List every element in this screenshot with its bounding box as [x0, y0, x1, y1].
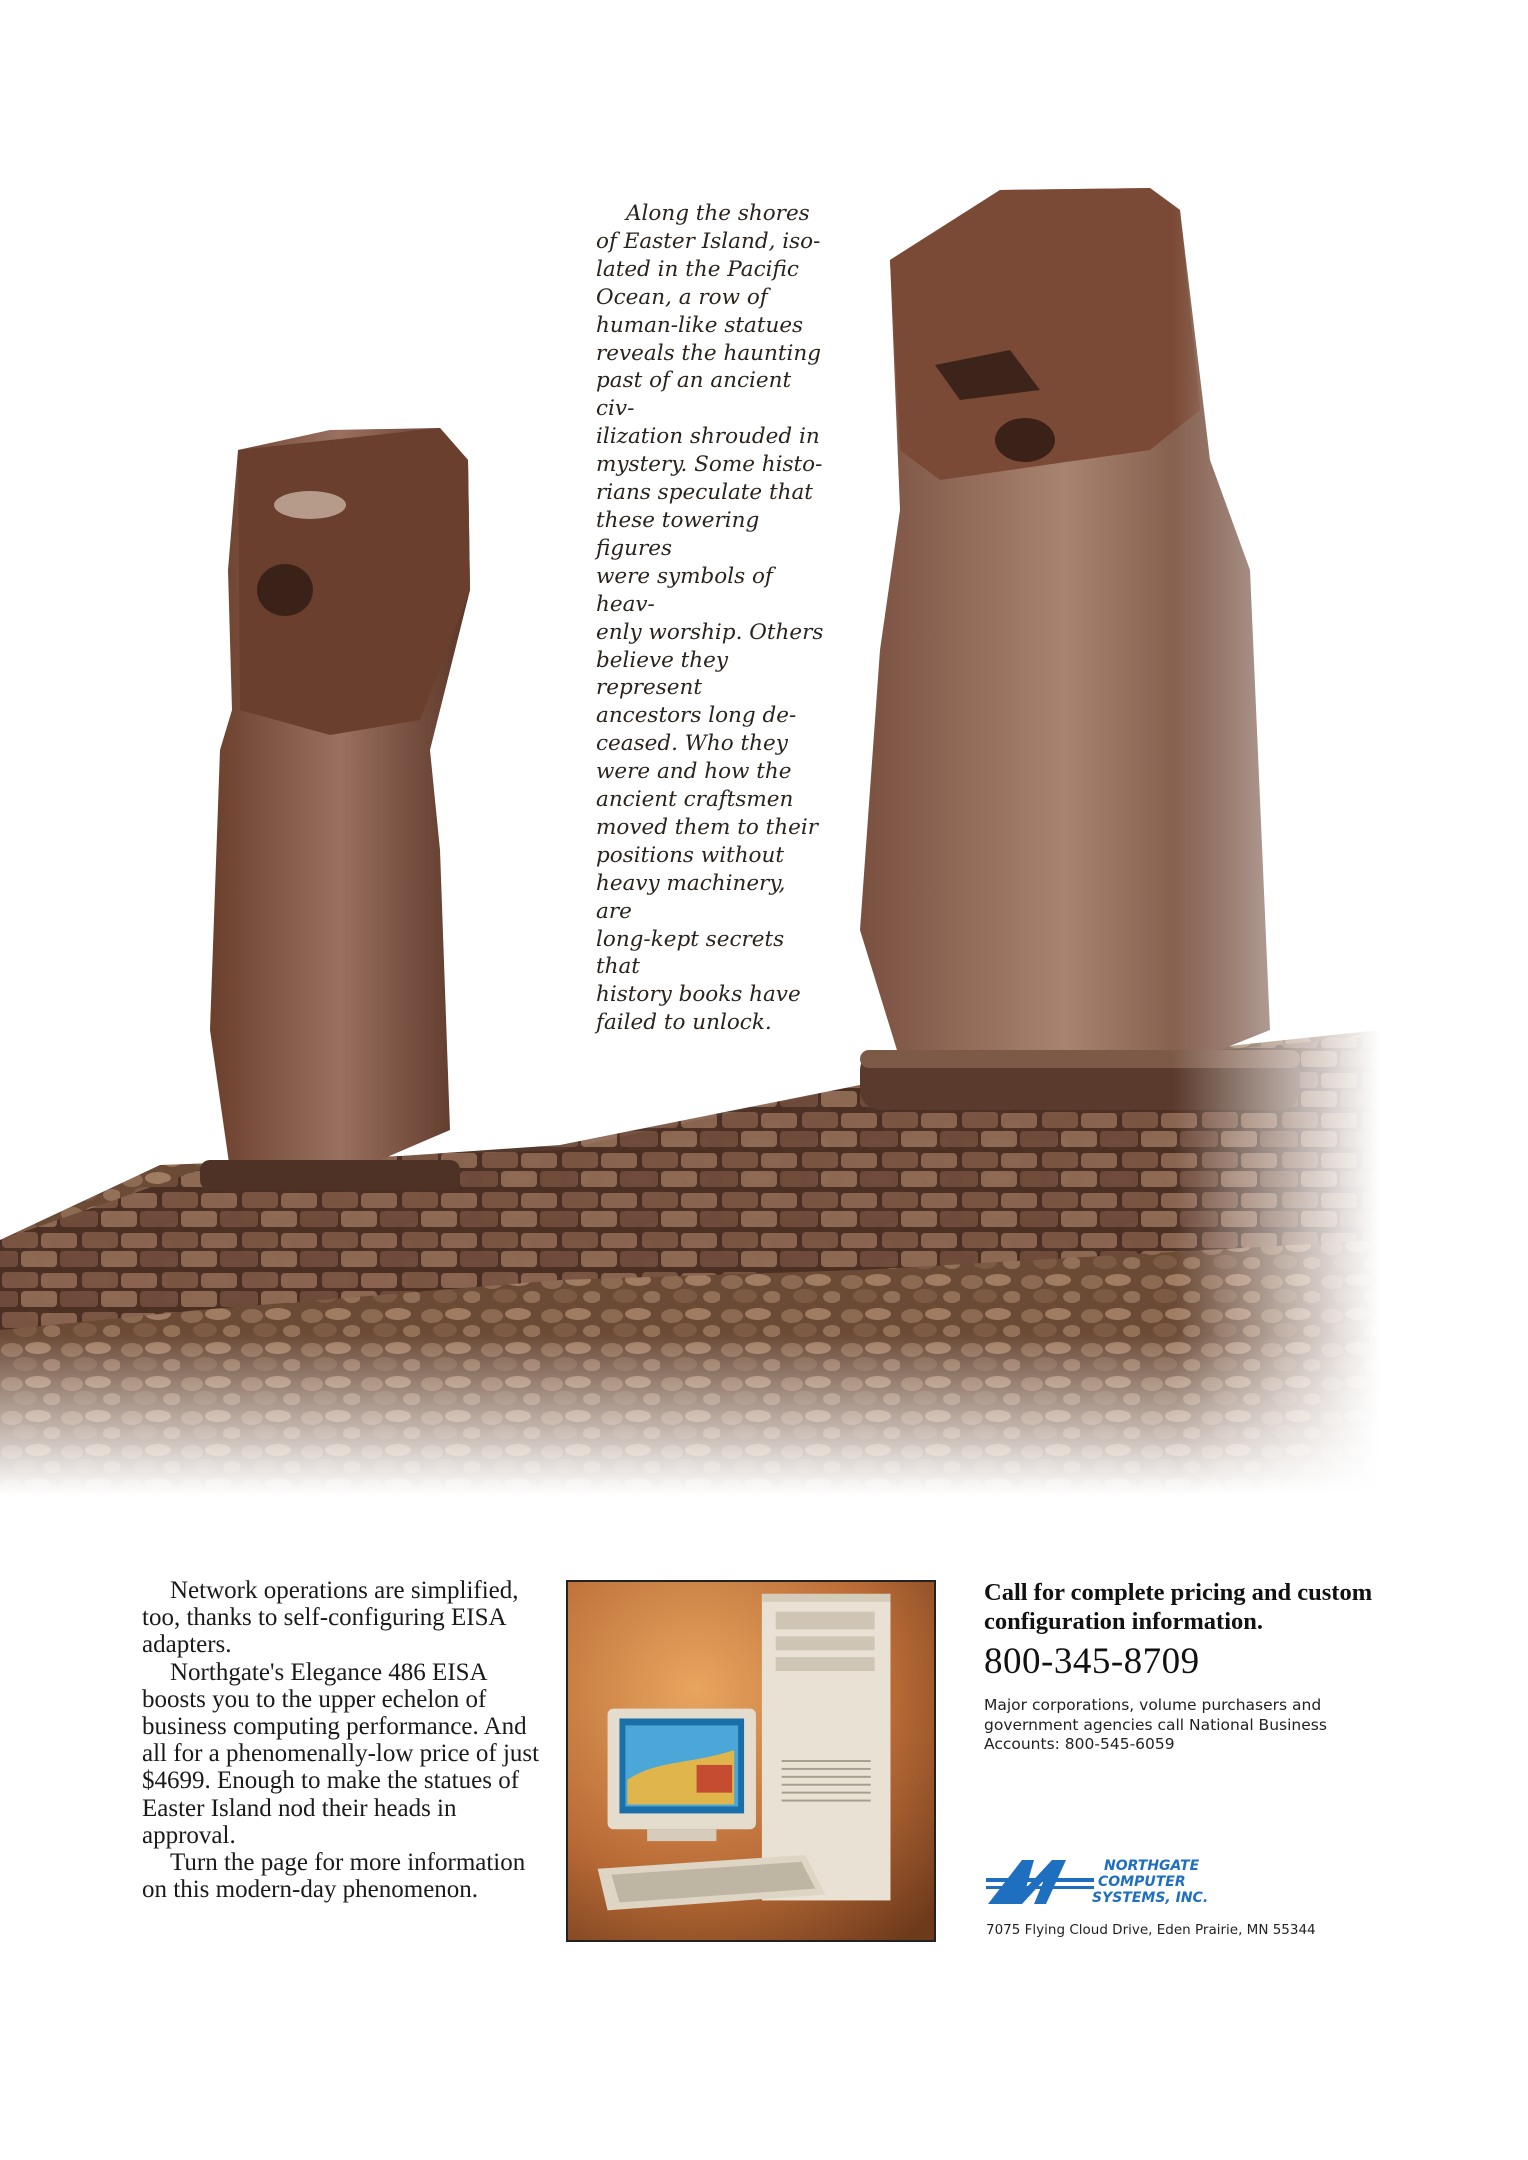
- body-paragraph: Network operations are simplified, too, thanks to self-configuring EISA adapters.: [142, 1577, 519, 1659]
- body-paragraph: Northgate's Elegance 486 EISA boosts you to the upper echelon of business computing performance. And all for a phenomenally-low price of just $4699. Enough to make the statues of Easter Island nod their heads in approval.: [142, 1658, 540, 1849]
- caption-line: human-like statues: [596, 312, 804, 338]
- caption-line: ilization shrouded in: [596, 424, 820, 450]
- caption-line: heavy machinery, are: [596, 870, 786, 924]
- caption-line: these towering figures: [596, 507, 760, 561]
- computer-product-photo: [566, 1580, 936, 1942]
- logo-text-line: NORTHGATE: [1104, 1858, 1200, 1874]
- caption-line: enly worship. Others: [596, 619, 824, 645]
- logo-text-line: SYSTEMS, INC.: [1092, 1890, 1209, 1906]
- caption-line: long-kept secrets that: [596, 926, 785, 980]
- body-copy: [142, 1577, 542, 1903]
- call-to-action: [984, 1578, 1404, 1755]
- caption-line: mystery. Some histo-: [596, 452, 823, 478]
- caption-line: positions without: [596, 842, 784, 868]
- caption-line: Ocean, a row of: [596, 284, 768, 310]
- caption-line: reveals the haunting: [596, 340, 821, 366]
- caption-line: rians speculate that: [596, 480, 813, 506]
- caption-line: ancient craftsmen: [596, 787, 794, 813]
- caption-line: of Easter Island, iso-: [596, 228, 821, 254]
- photo-caption: [596, 200, 826, 1037]
- caption-line: moved them to their: [596, 814, 819, 840]
- caption-line: failed to unlock.: [596, 1010, 772, 1036]
- phone-number: 800-345-8709: [984, 1641, 1200, 1682]
- body-paragraph: Turn the page for more information on this modern-day phenomenon.: [142, 1849, 526, 1904]
- business-accounts-note: Major corporations, volume purchasers and government agencies call National Business Accounts: 800-545-6059: [984, 1696, 1327, 1753]
- caption-line: history books have: [596, 982, 801, 1008]
- caption-line: lated in the Pacific: [596, 256, 799, 282]
- company-address: 7075 Flying Cloud Drive, Eden Prairie, MN 55344: [986, 1922, 1316, 1938]
- caption-line: Along the shores: [626, 201, 810, 226]
- caption-line: were and how the: [596, 759, 792, 785]
- caption-line: past of an ancient civ-: [596, 368, 792, 422]
- logo-text-line: COMPUTER: [1098, 1874, 1186, 1890]
- caption-line: were symbols of heav-: [596, 563, 773, 617]
- northgate-logo: [986, 1852, 1236, 1922]
- caption-line: ancestors long de-: [596, 703, 797, 729]
- caption-line: ceased. Who they: [596, 731, 788, 757]
- caption-line: believe they represent: [596, 647, 729, 701]
- cta-heading: Call for complete pricing and custom configuration information.: [984, 1579, 1373, 1635]
